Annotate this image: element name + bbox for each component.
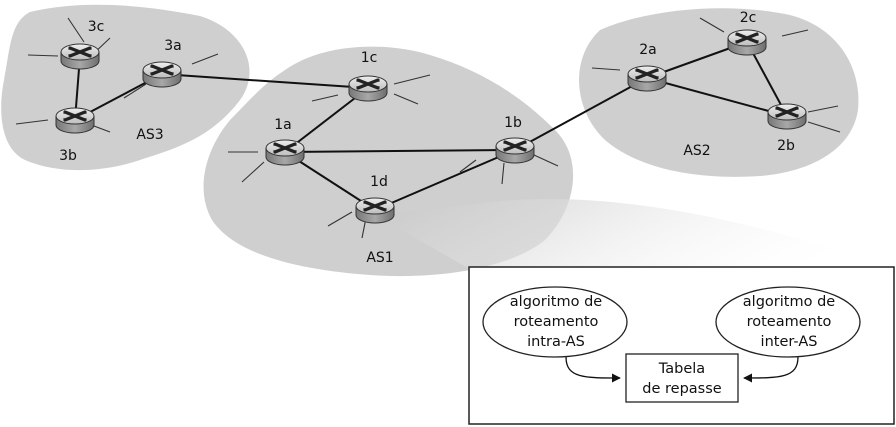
as1-label: AS1 [366, 250, 394, 266]
router-label-3b: 3b [59, 148, 77, 164]
router-2c-icon [728, 30, 766, 55]
as2-label: AS2 [683, 143, 711, 159]
router-label-3c: 3c [87, 19, 105, 35]
forwarding-table-line-1: Tabela [658, 361, 706, 377]
as3-region [1, 5, 249, 170]
inter-as-line-3: inter-AS [760, 334, 818, 350]
router-3b-icon [56, 108, 94, 133]
router-1c-icon [349, 76, 387, 101]
intra-as-line-3: intra-AS [527, 334, 585, 350]
router-3a-icon [143, 62, 181, 87]
intra-as-line-2: roteamento [513, 314, 599, 330]
router-label-2b: 2b [777, 138, 795, 154]
router-label-1d: 1d [370, 174, 388, 190]
router-2a-icon [628, 66, 666, 91]
intra-as-line-1: algoritmo de [509, 294, 603, 310]
router-1a-icon [266, 140, 304, 165]
router-label-2a: 2a [639, 42, 657, 58]
router-1d-icon [356, 198, 394, 223]
router-2b-icon [768, 104, 806, 129]
router-1b-icon [496, 138, 534, 163]
router-label-2c: 2c [739, 10, 757, 26]
router-label-1a: 1a [274, 117, 292, 133]
router-label-1c: 1c [360, 50, 378, 66]
router-3c-icon [61, 44, 99, 69]
as3-label: AS3 [136, 127, 164, 143]
inter-as-line-2: roteamento [746, 314, 832, 330]
inter-as-line-1: algoritmo de [742, 294, 836, 310]
router-label-1b: 1b [504, 115, 522, 131]
forwarding-table-line-2: de repasse [642, 381, 722, 397]
router-label-3a: 3a [164, 38, 182, 54]
router-detail-box [469, 267, 894, 424]
